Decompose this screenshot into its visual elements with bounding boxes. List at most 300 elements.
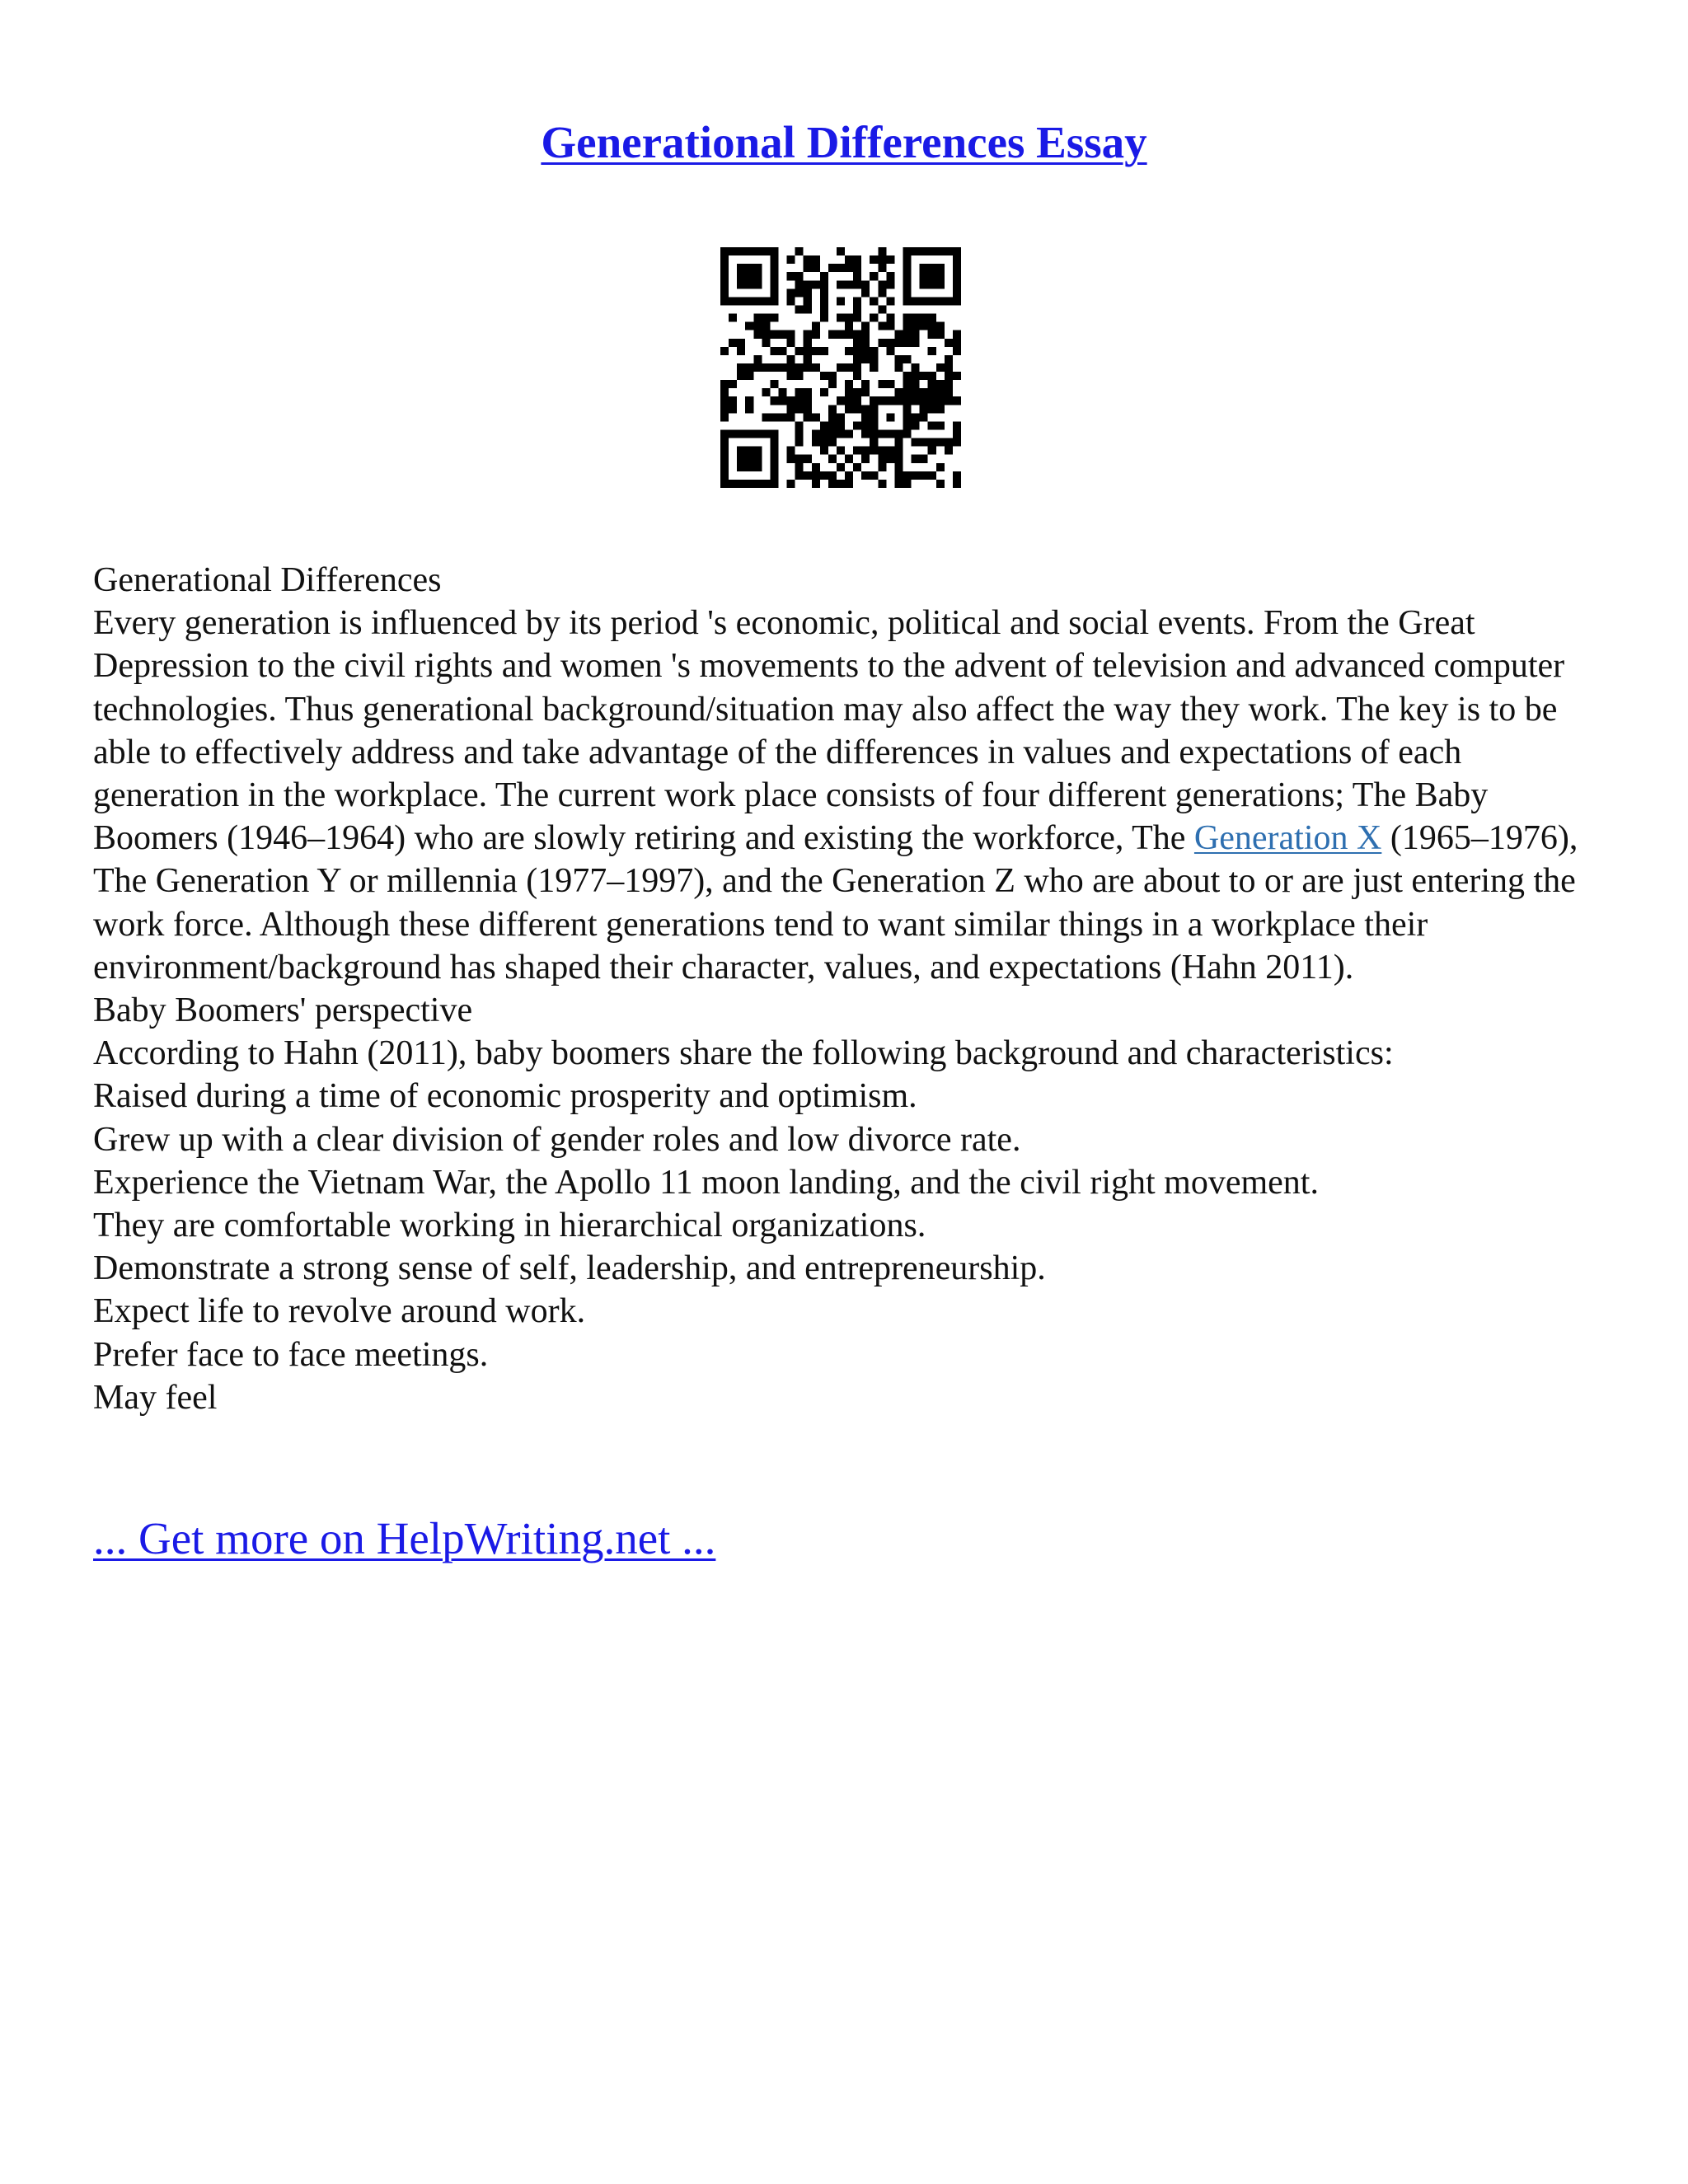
qr-module [894, 396, 903, 405]
qr-module [870, 421, 878, 429]
qr-module [878, 255, 886, 264]
qr-module [745, 430, 753, 438]
qr-module [920, 388, 928, 396]
qr-module [903, 471, 912, 480]
qr-module [928, 314, 936, 322]
qr-module [770, 280, 778, 288]
qr-module [903, 421, 912, 429]
qr-module [720, 297, 729, 305]
qr-module [894, 330, 903, 339]
qr-module [828, 430, 837, 438]
qr-module [770, 455, 778, 463]
qr-module [820, 297, 828, 305]
qr-module [812, 330, 820, 339]
qr-module [795, 288, 804, 297]
qr-module [795, 372, 804, 380]
qr-module [737, 280, 745, 288]
qr-module [861, 388, 870, 396]
qr-module [837, 480, 845, 488]
qr-module [870, 347, 878, 355]
qr-module [878, 455, 886, 463]
qr-module [828, 264, 837, 272]
qr-module [729, 380, 737, 388]
qr-module [878, 380, 886, 388]
qr-module [762, 339, 770, 347]
qr-module [912, 297, 920, 305]
qr-module [729, 339, 737, 347]
qr-module [787, 396, 795, 405]
qr-module [828, 380, 837, 388]
qr-module [920, 280, 928, 288]
qr-module [804, 471, 812, 480]
qr-module [912, 455, 920, 463]
qr-module [853, 330, 861, 339]
qr-module [886, 272, 894, 280]
qr-module [737, 264, 745, 272]
qr-module [729, 405, 737, 413]
qr-module [720, 447, 729, 455]
qr-module [886, 314, 894, 322]
qr-module [812, 255, 820, 264]
qr-module [737, 455, 745, 463]
qr-module [936, 438, 945, 447]
qr-module [878, 480, 886, 488]
qr-module [928, 396, 936, 405]
qr-module [787, 355, 795, 363]
qr-module [853, 447, 861, 455]
qr-module [886, 455, 894, 463]
qr-module [845, 347, 853, 355]
title-link[interactable]: Generational Differences Essay [541, 117, 1147, 167]
qr-module [903, 322, 912, 330]
qr-module [770, 247, 778, 255]
qr-module [804, 396, 812, 405]
qr-module [753, 463, 762, 471]
qr-module [894, 339, 903, 347]
qr-module [878, 305, 886, 313]
qr-module [812, 471, 820, 480]
qr-module [804, 355, 812, 363]
qr-module [920, 405, 928, 413]
qr-module [903, 339, 912, 347]
qr-module [795, 305, 804, 313]
qr-module [770, 447, 778, 455]
qr-module [845, 480, 853, 488]
qr-module [753, 330, 762, 339]
qr-module [920, 314, 928, 322]
qr-module [804, 455, 812, 463]
qr-module [729, 430, 737, 438]
qr-module [870, 396, 878, 405]
qr-module [804, 297, 812, 305]
qr-code-image [720, 247, 961, 488]
qr-module [812, 438, 820, 447]
qr-module [912, 388, 920, 396]
qr-module [729, 297, 737, 305]
qr-module [804, 288, 812, 297]
qr-module [787, 363, 795, 372]
qr-module [845, 396, 853, 405]
qr-module [861, 339, 870, 347]
qr-module [812, 430, 820, 438]
qr-module [787, 480, 795, 488]
qr-module [762, 330, 770, 339]
qr-module [903, 388, 912, 396]
qr-module [870, 413, 878, 421]
qr-module [903, 480, 912, 488]
qr-module [770, 272, 778, 280]
qr-module [795, 247, 804, 255]
qr-module [720, 463, 729, 471]
qr-module [903, 372, 912, 380]
qr-module [920, 396, 928, 405]
qr-module [861, 355, 870, 363]
qr-module [753, 272, 762, 280]
qr-module [804, 413, 812, 421]
qr-module [886, 255, 894, 264]
qr-module [837, 396, 845, 405]
qr-module [845, 255, 853, 264]
qr-module [845, 363, 853, 372]
qr-module [953, 272, 961, 280]
qr-module [845, 280, 853, 288]
qr-module [861, 455, 870, 463]
qr-module [820, 305, 828, 313]
qr-module [870, 438, 878, 447]
qr-module [945, 247, 953, 255]
qr-module [903, 297, 912, 305]
qr-module [936, 396, 945, 405]
qr-module [870, 272, 878, 280]
qr-module [886, 380, 894, 388]
qr-module [920, 264, 928, 272]
qr-module [878, 288, 886, 297]
qr-module [828, 438, 837, 447]
qr-module [928, 322, 936, 330]
qr-module [903, 330, 912, 339]
qr-module [894, 480, 903, 488]
qr-module [770, 380, 778, 388]
qr-module [936, 330, 945, 339]
qr-module [928, 388, 936, 396]
qr-module [745, 322, 753, 330]
qr-module [762, 322, 770, 330]
qr-module [837, 297, 845, 305]
qr-module [720, 272, 729, 280]
qr-module [762, 480, 770, 488]
qr-module [720, 438, 729, 447]
qr-module [720, 413, 729, 421]
qr-module [828, 330, 837, 339]
list-item: Raised during a time of economic prosperity and optimism. [93, 1077, 917, 1116]
qr-module [894, 388, 903, 396]
qr-module [787, 372, 795, 380]
qr-module [820, 438, 828, 447]
qr-module [812, 264, 820, 272]
qr-module [820, 372, 828, 380]
qr-module [912, 339, 920, 347]
qr-module [828, 455, 837, 463]
qr-module [737, 447, 745, 455]
qr-module [903, 264, 912, 272]
qr-module [778, 396, 786, 405]
qr-module [894, 447, 903, 455]
qr-module [945, 372, 953, 380]
qr-module [870, 255, 878, 264]
qr-module [953, 438, 961, 447]
qr-module [953, 247, 961, 255]
qr-module [804, 339, 812, 347]
qr-module [795, 405, 804, 413]
qr-module [920, 438, 928, 447]
qr-module [928, 347, 936, 355]
qr-module [753, 297, 762, 305]
qr-module [745, 455, 753, 463]
qr-module [928, 372, 936, 380]
qr-module [903, 430, 912, 438]
qr-module [787, 339, 795, 347]
qr-module [795, 396, 804, 405]
generation-x-link[interactable]: Generation X [1193, 819, 1382, 858]
qr-module [936, 405, 945, 413]
qr-module [804, 388, 812, 396]
qr-module [945, 363, 953, 372]
intro-text-part1: Every generation is influenced by its period 's economic, political and social events. From the Great Depression to the civil rights and women 's movements to the advent of television and advanced computer technologies. Thus generational background/situation may also affect the way they work. The key is to be able to effectively address and take advantage of the differences in values and expectations of each generation in the workplace. The current work place consists of four different generations; The Baby Boomers (1946–1964) who are slowly retiring and existing the workforce, The [93, 604, 1565, 858]
qr-module [845, 330, 853, 339]
qr-module [720, 430, 729, 438]
qr-module [845, 388, 853, 396]
qr-module [878, 447, 886, 455]
qr-module [804, 255, 812, 264]
qr-module [720, 455, 729, 463]
qr-module [828, 405, 837, 413]
qr-module [820, 421, 828, 429]
qr-module [753, 322, 762, 330]
qr-module [812, 322, 820, 330]
qr-module [837, 280, 845, 288]
qr-module [729, 314, 737, 322]
qr-module [745, 405, 753, 413]
qr-module [820, 388, 828, 396]
qr-module [853, 355, 861, 363]
qr-module [853, 405, 861, 413]
qr-module [737, 339, 745, 347]
qr-module [762, 413, 770, 421]
qr-module [745, 272, 753, 280]
qr-module [795, 455, 804, 463]
qr-module [945, 438, 953, 447]
qr-module [770, 430, 778, 438]
qr-module [795, 438, 804, 447]
qr-module [861, 447, 870, 455]
qr-module [828, 413, 837, 421]
qr-module [828, 372, 837, 380]
qr-module [861, 413, 870, 421]
get-more-link[interactable]: ... Get more on HelpWriting.net ... [93, 1513, 716, 1563]
qr-module [870, 314, 878, 322]
qr-module [795, 463, 804, 471]
list-item: Expect life to revolve around work. [93, 1292, 586, 1331]
qr-module [936, 388, 945, 396]
list-item: They are comfortable working in hierarchical organizations. [93, 1207, 926, 1245]
qr-module [820, 314, 828, 322]
qr-module [753, 247, 762, 255]
qr-module [812, 480, 820, 488]
qr-module [870, 355, 878, 363]
qr-module [920, 413, 928, 421]
qr-module [720, 388, 729, 396]
qr-module [886, 280, 894, 288]
qr-module [770, 396, 778, 405]
qr-module [778, 388, 786, 396]
qr-module [795, 471, 804, 480]
qr-module [804, 264, 812, 272]
qr-module [737, 347, 745, 355]
qr-module [928, 447, 936, 455]
qr-module [729, 480, 737, 488]
qr-module [720, 380, 729, 388]
qr-module [853, 347, 861, 355]
qr-module [945, 388, 953, 396]
qr-module [853, 463, 861, 471]
qr-module [837, 463, 845, 471]
qr-module [795, 430, 804, 438]
qr-module [878, 463, 886, 471]
qr-module [920, 322, 928, 330]
qr-module [903, 405, 912, 413]
qr-module [912, 363, 920, 372]
qr-module [886, 339, 894, 347]
qr-module [953, 471, 961, 480]
qr-module [770, 255, 778, 264]
qr-module [853, 280, 861, 288]
list-item: Experience the Vietnam War, the Apollo 11 moon landing, and the civil right movement. [93, 1163, 1319, 1202]
qr-module [928, 471, 936, 480]
qr-module [861, 288, 870, 297]
section-heading: Baby Boomers' perspective [93, 991, 473, 1030]
qr-module [920, 272, 928, 280]
qr-module [912, 247, 920, 255]
qr-module [720, 480, 729, 488]
qr-module [878, 280, 886, 288]
qr-module [804, 280, 812, 288]
qr-module [894, 363, 903, 372]
qr-module [878, 396, 886, 405]
qr-module [737, 272, 745, 280]
qr-module [795, 272, 804, 280]
qr-module [853, 339, 861, 347]
qr-module [737, 247, 745, 255]
qr-module [804, 330, 812, 339]
qr-module [853, 255, 861, 264]
qr-module [928, 380, 936, 388]
qr-module [945, 355, 953, 363]
qr-code-graphic [720, 247, 961, 488]
qr-module [787, 455, 795, 463]
qr-module [912, 471, 920, 480]
qr-module [936, 322, 945, 330]
qr-module [787, 255, 795, 264]
qr-module [903, 355, 912, 363]
qr-module [853, 264, 861, 272]
qr-module [845, 471, 853, 480]
qr-module [812, 413, 820, 421]
section-intro: According to Hahn (2011), baby boomers share the following background and characteristics: [93, 1034, 1394, 1073]
qr-module [903, 280, 912, 288]
qr-module [720, 396, 729, 405]
qr-module [894, 471, 903, 480]
qr-module [762, 297, 770, 305]
qr-module [762, 430, 770, 438]
qr-module [886, 347, 894, 355]
qr-module [953, 255, 961, 264]
qr-module [928, 247, 936, 255]
qr-module [912, 330, 920, 339]
qr-module [920, 455, 928, 463]
qr-module [753, 355, 762, 363]
qr-module [720, 347, 729, 355]
qr-module [861, 330, 870, 339]
qr-module [720, 264, 729, 272]
qr-module [886, 297, 894, 305]
qr-module [812, 463, 820, 471]
qr-module [845, 405, 853, 413]
qr-module [778, 347, 786, 355]
qr-module [936, 280, 945, 288]
qr-module [953, 264, 961, 272]
qr-module [770, 438, 778, 447]
qr-module [953, 297, 961, 305]
qr-module [853, 421, 861, 429]
qr-module [762, 363, 770, 372]
qr-module [953, 339, 961, 347]
qr-module [928, 297, 936, 305]
qr-module [894, 438, 903, 447]
qr-module [912, 314, 920, 322]
qr-module [845, 455, 853, 463]
qr-module [787, 405, 795, 413]
qr-module [745, 363, 753, 372]
qr-module [953, 430, 961, 438]
qr-module [853, 363, 861, 372]
qr-module [820, 447, 828, 455]
qr-module [861, 405, 870, 413]
qr-module [853, 388, 861, 396]
qr-module [861, 380, 870, 388]
qr-module [737, 372, 745, 380]
qr-module [787, 288, 795, 297]
qr-module [745, 372, 753, 380]
qr-module [870, 363, 878, 372]
qr-module [870, 430, 878, 438]
qr-module [928, 272, 936, 280]
qr-module [912, 438, 920, 447]
qr-module [828, 421, 837, 429]
qr-module [920, 372, 928, 380]
qr-module [795, 421, 804, 429]
qr-module [861, 430, 870, 438]
qr-module [953, 480, 961, 488]
qr-module [928, 421, 936, 429]
qr-module [903, 380, 912, 388]
qr-module [745, 396, 753, 405]
qr-module [953, 372, 961, 380]
qr-module [903, 255, 912, 264]
intro-paragraph [93, 602, 1610, 989]
qr-module [886, 322, 894, 330]
qr-module [745, 280, 753, 288]
qr-module [886, 430, 894, 438]
